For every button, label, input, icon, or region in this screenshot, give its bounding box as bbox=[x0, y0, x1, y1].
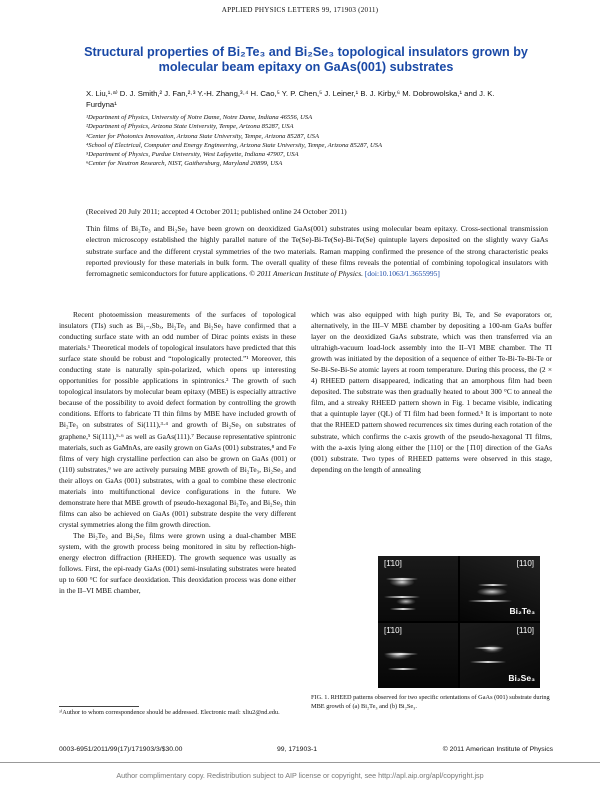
abstract-text: Thin films of Bi₂Te₃ and Bi₂Se₃ have been grown on deoxidized GaAs(001) substrates using molecular beam epitaxy. Cross-sectional transmission electron microscopy established the highly parallel nature of the Te(Se)-Bi-Te(Se)-Bi-Te(Se) quintuple layers deposited on the slightly wavy GaAs substrate surface and the different crystal symmetries of the two materials. Raman mapping confirmed the presence of the strong characteristic peaks reported previously for these materials in bulk form. The overall quality of these films reveals the potential of combining topological insulators with ferromagnetic semiconductors for future applications. bbox=[86, 224, 548, 279]
footnote-divider bbox=[59, 706, 139, 707]
abstract-copyright: © 2011 American Institute of Physics. bbox=[249, 269, 364, 279]
corresponding-author-footnote: ᵃ⁾Author to whom correspondence should be addressed. Electronic mail: xliu2@nd.edu. bbox=[59, 709, 280, 716]
rheed-panel-a-1 bbox=[378, 556, 458, 621]
paragraph-growth: The Bi₂Te₃ and Bi₂Se₃ films were grown using a dual-chamber MBE system, with the growth process being monitored in situ by reflection-high-energy electron diffraction (RHEED). The growth sequence was usually as follows. First, the epi-ready GaAs (001) semi-insulating substrates were heated up to 600 °C for surface deoxidation. This deoxidation process was done either in the II–VI MBE chamber, bbox=[59, 530, 296, 596]
affiliation-6: ⁶Center for Neutron Research, NIST, Gaithersburg, Maryland 20899, USA bbox=[86, 160, 283, 168]
affiliation-4: ⁴School of Electrical, Computer and Energy Engineering, Arizona State University, Tempe, Arizona 85287, USA bbox=[86, 141, 383, 149]
rheed-panel-b-1 bbox=[378, 623, 458, 688]
abstract bbox=[86, 223, 548, 279]
doi-link[interactable]: [doi:10.1063/1.3655995] bbox=[364, 269, 440, 279]
affiliation-5: ⁵Department of Physics, Purdue University, West Lafayette, Indiana 47907, USA bbox=[86, 151, 299, 159]
copyright-notice: Author complimentary copy. Redistribution subject to AIP license or copyright, see http://apl.aip.org/apl/copyright.jsp bbox=[116, 771, 484, 780]
received-dates: (Received 20 July 2011; accepted 4 October 2011; published online 24 October 2011) bbox=[86, 207, 347, 216]
footer-copyright: © 2011 American Institute of Physics bbox=[442, 746, 553, 753]
paragraph-intro: Recent photoemission measurements of the surfaces of topological insulators (TIs) such as Bi₁₋ₓSbₓ, Bi₂Te₃ and Bi₂Se₃ have confirmed that a conducting surface state with an odd number of Dirac points exists in these materials.¹ Theoretical models of topological insulators have predicted that this surface state should be robust and “topologically protected.”¹ Moreover, this conducting state is naturally spin-polarized, which opens up interesting opportunities for possible applications in spintronics.² The growth of such topological insulators by molecular beam epitaxy (MBE) is especially attractive because of the possibility to avoid defect formation by controlling the growth conditions. Efforts to fabricate TI thin films by MBE have included growth of Bi₂Te₃ on substrates of Si(111),³·⁴ and growth of Bi₂Se₃ on substrates of graphene,⁵ Si(111),⁵·⁶ as well as GaAs(111).⁷ Because representative spintronic materials, such as GaMnAs, are easily grown on GaAs (001) substrates,⁸ and Fe films of very high crystalline perfection can also be grown on GaAs (001) or (110) substrates,⁹ we are actively pursuing MBE growth of Bi₂Te₃, Bi₂Se₃ and their alloys on GaAs (001) substrates, with a goal to combine these electronic materials into multifunctional device configurations in the future. We demonstrate here that MBE growth of pseudo-hexagonal Bi₂Te₃ and Bi₂Se₃ thin films can also be achieved on GaAs (001) substrate despite the very different crystal symmetries along the film growth direction. bbox=[59, 310, 296, 529]
panel-direction-label: [110] bbox=[516, 559, 534, 568]
affiliation-3: ³Center for Photonics Innovation, Arizona State University, Tempe, Arizona 85287, USA bbox=[86, 132, 319, 140]
affiliations bbox=[86, 113, 546, 169]
rheed-panel-a-2 bbox=[460, 556, 540, 621]
rheed-panel-b-2 bbox=[460, 623, 540, 688]
body-left-column bbox=[59, 309, 296, 596]
affiliation-2: ²Department of Physics, Arizona State University, Tempe, Arizona 85287, USA bbox=[86, 123, 294, 131]
panel-direction-label: [1̄10] bbox=[384, 626, 402, 635]
paragraph-growth-cont: which was also equipped with high purity Bi, Te, and Se evaporators or, alternatively, in the III–V MBE chamber by depositing a 100-nm GaAs buffer layer on the deoxidized GaAs substrate, which was then transferred via an ultrahigh-vacuum load-lock assembly into the II–VI MBE chamber. The TI growth was initiated by the deposition of a sequence of either Te-Bi-Te-Bi-Te or Se-Bi-Se-Bi-Se atomic layers at room temperature. During this process, the (2 × 4) RHEED pattern disappeared, indicating that an amorphous film had been deposited. The substrate was then gradually heated to about 300 °C to anneal the film, and a streaky RHEED pattern shown in Fig. 1 became visible, indicating that a quintuple layer (QL) of TI film had been formed.⁵ It is important to note that the RHEED pattern showed recurrences six times during each rotation of the substrate, which confirms the c-axis growth of the pseudo-hexagonal TI films, with the a-axis lying along either the [110] or the [1̄10] direction of the GaAs (001) substrate. Two types of RHEED patterns were observed in this stage, depending on the length of annealing bbox=[311, 310, 552, 474]
panel-direction-label: [1̄10] bbox=[384, 559, 402, 568]
affiliation-1: ¹Department of Physics, University of Notre Dame, Notre Dame, Indiana 46556, USA bbox=[86, 114, 313, 121]
author-list: X. Liu,¹·ᵃ⁾ D. J. Smith,² J. Fan,²·³ Y.-H. Zhang,³·⁴ H. Cao,⁵ Y. P. Chen,⁵ J. Leiner,¹ B. J. Kirby,⁶ M. Dobrowolska,¹ and J. K. Furdyna¹ bbox=[86, 89, 495, 109]
body-right-column bbox=[311, 309, 552, 475]
panel-direction-label: [110] bbox=[516, 626, 534, 635]
journal-header: APPLIED PHYSICS LETTERS 99, 171903 (2011) bbox=[221, 6, 379, 14]
rheed-figure bbox=[378, 556, 540, 688]
bottom-divider bbox=[0, 762, 600, 763]
article-title: Structural properties of Bi₂Te₃ and Bi₂Se₃ topological insulators grown by molecular beam epitaxy on GaAs(001) substrates bbox=[84, 45, 528, 74]
footer-page-number: 99, 171903-1 bbox=[277, 746, 318, 753]
panel-material-label: Bi₂Te₃ bbox=[509, 606, 535, 616]
figure-caption: FIG. 1. RHEED patterns observed for two specific orientations of GaAs (001) substrate during MBE growth of (a) Bi₂Te₃ and (b) Bi₂Se₃. bbox=[311, 694, 550, 710]
panel-material-label: Bi₂Se₃ bbox=[508, 673, 535, 683]
footer-issn: 0003-6951/2011/99(17)/171903/3/$30.00 bbox=[59, 746, 183, 753]
